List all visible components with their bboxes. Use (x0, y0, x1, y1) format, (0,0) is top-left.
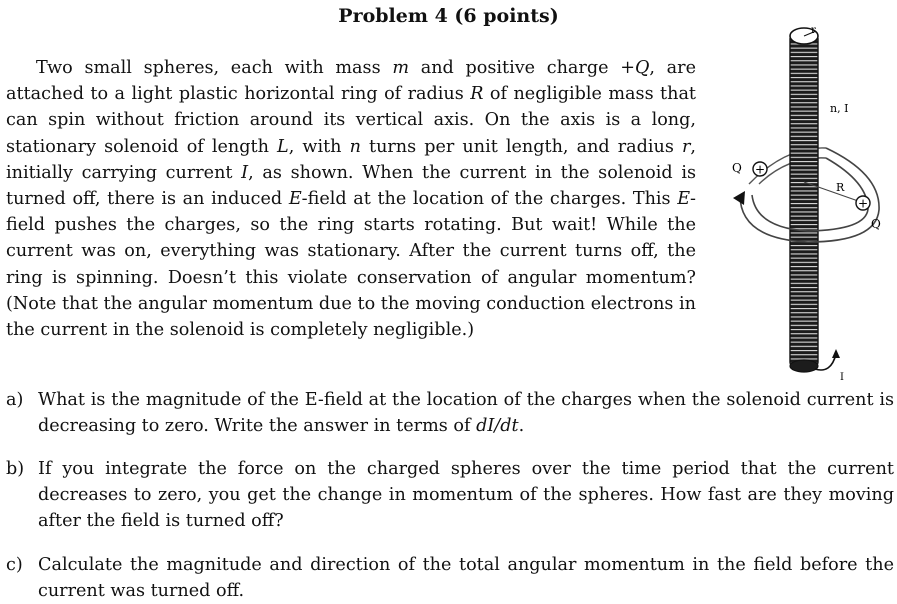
var-I: I (241, 162, 249, 183)
intro-text-10: -field pushes the charges, so the ring starts rotating. But wait! While the current was on, everything was stationary. After the current turns off, the ring is spinning. Doesn’t this violate conservation of angular momentum? (Note that the angular momentum due to the moving conduction electrons in the current in the solenoid is completely negligible.) (6, 189, 696, 341)
var-E-1: E (288, 189, 302, 210)
problem-statement (6, 55, 696, 343)
problem-title: Problem 4 (6 points) (338, 5, 559, 27)
intro-text-8: , as shown. When the current in the solenoid is turned off, there is an induced (6, 162, 696, 210)
question-b-label: b) (6, 459, 25, 479)
var-R: R (470, 84, 484, 105)
intro-text-6: turns per unit length, and radius (360, 136, 682, 157)
question-a-text (38, 387, 894, 439)
intro-text-1: Two small spheres, each with mass (36, 58, 393, 78)
label-R: R (836, 181, 845, 194)
question-c (6, 552, 894, 604)
label-I: I (840, 372, 844, 383)
question-b (6, 456, 894, 535)
label-Q-right: Q (871, 217, 881, 231)
rotation-arrow-icon (733, 191, 745, 205)
var-r: r (682, 136, 691, 157)
intro-text-3: , are attached to a light plastic horizontal ring of radius (6, 58, 696, 105)
question-a-text-2: . (518, 416, 525, 437)
question-a-label: a) (6, 390, 24, 410)
intro-text-9: -field at the location of the charges. This (301, 189, 678, 210)
var-m: m (392, 58, 409, 78)
var-E-2: E (677, 189, 691, 210)
current-arrow-icon (832, 349, 840, 358)
intro-text-4: of negligible mass that can spin without friction around its vertical axis. On the axis is a long, stationary solenoid of length (6, 84, 697, 157)
question-c-label: c) (6, 555, 23, 575)
label-n-I: n, I (830, 102, 849, 115)
question-b-text: If you integrate the force on the charged spheres over the time period that the current decreases to zero, you get the change in momentum of the spheres. How fast are they moving after the field is turned off? (38, 459, 894, 532)
solenoid-body (790, 34, 818, 367)
intro-text-5: , with (288, 136, 350, 157)
solenoid-ring-figure (726, 14, 897, 394)
label-r: r (811, 25, 816, 36)
solenoid-bottom-cap (790, 360, 818, 372)
question-a (6, 387, 894, 439)
var-Q: Q (634, 58, 650, 78)
intro-text-7: , initially carrying current (6, 136, 697, 183)
charge-right-sign: + (857, 196, 869, 211)
charge-left-sign: + (754, 162, 766, 177)
var-n: n (349, 136, 361, 157)
question-a-text-1: What is the magnitude of the E-field at the location of the charges when the solenoid current is decreasing to zero. Write the answer in terms of (38, 390, 894, 437)
question-a-expr: dI/dt (476, 416, 519, 437)
intro-text-2: and positive charge + (409, 58, 635, 78)
label-Q-left: Q (732, 161, 742, 175)
question-c-text: Calculate the magnitude and direction of the total angular momentum in the field before the current was turned off. (38, 555, 894, 602)
var-L: L (277, 136, 289, 157)
